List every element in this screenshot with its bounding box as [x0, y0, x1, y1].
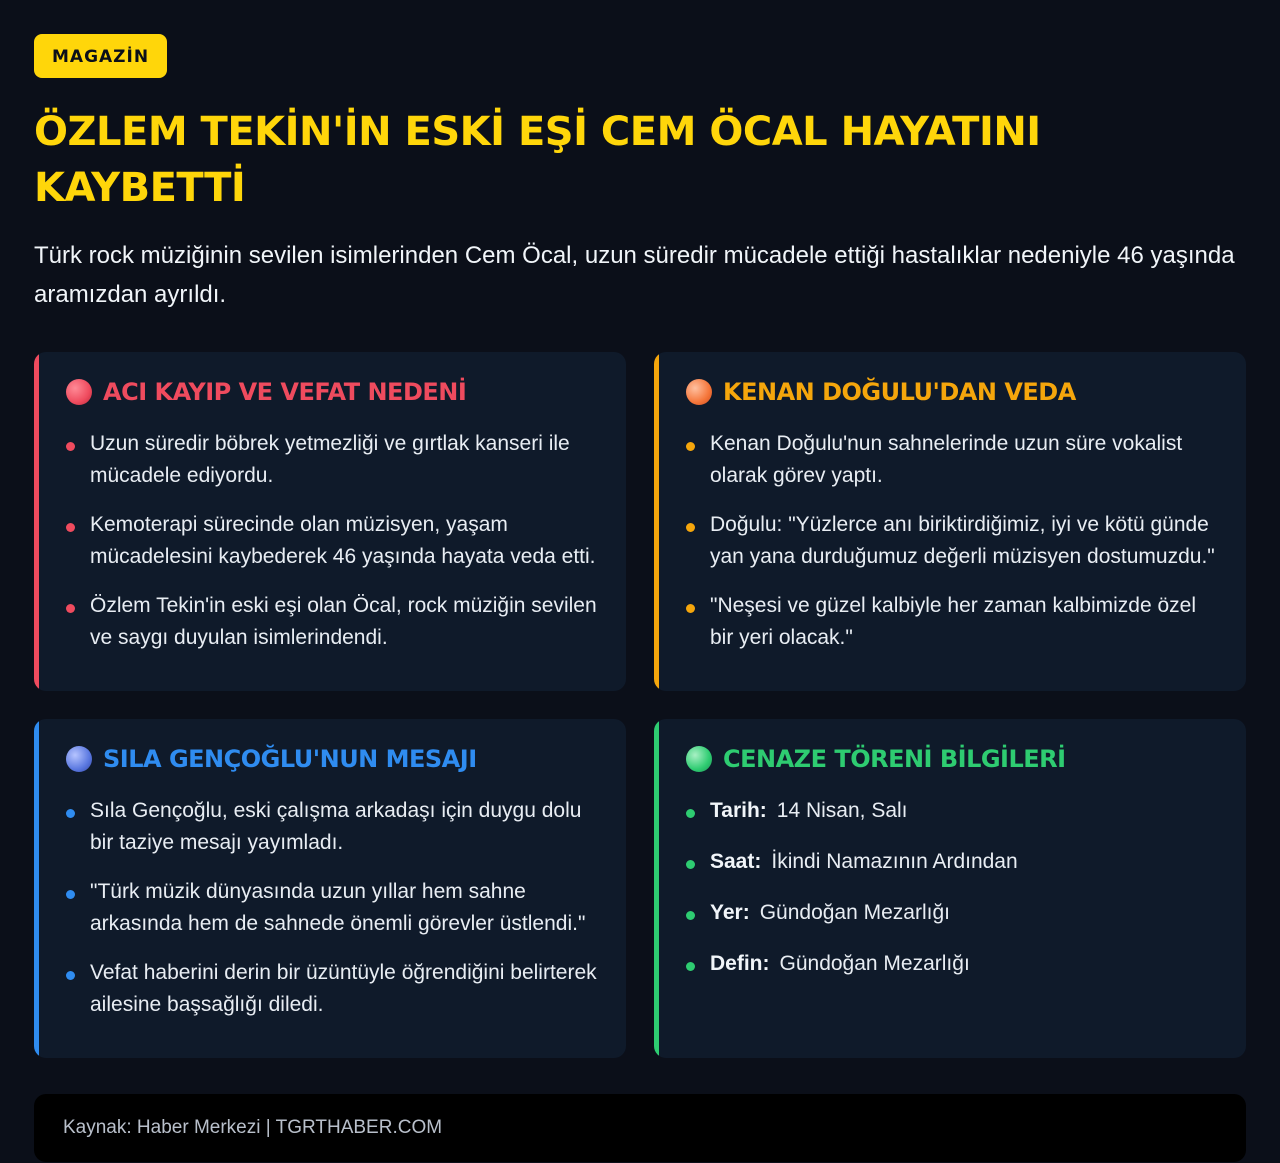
page-title: ÖZLEM TEKİN'İN ESKİ EŞİ CEM ÖCAL HAYATINI KAYBETTİ [34, 109, 1041, 211]
card-title: SILA GENÇOĞLU'NUN MESAJI [103, 745, 477, 773]
lead-paragraph: Türk rock müziğinin sevilen isimlerinden Cem Öcal, uzun süredir mücadele ettiği hastalıklar nedeniyle 46 yaşında aramızdan ayrıldı. [34, 242, 1235, 308]
list-item: Uzun süredir böbrek yetmezliği ve gırtlak kanseri ile mücadele ediyordu. [66, 428, 598, 492]
bullet-list [686, 428, 1218, 654]
bullet-list [66, 795, 598, 1021]
list-item: "Neşesi ve güzel kalbiyle her zaman kalbimizde özel bir yeri olacak." [686, 590, 1218, 654]
list-item: Doğulu: "Yüzlerce anı biriktirdiğimiz, iyi ve kötü günde yan yana durduğumuz değerli müzisyen dostumuzdu." [686, 509, 1218, 573]
detail-date: Tarih: 14 Nisan, Salı [686, 795, 1218, 827]
card-kenan-dogulu [654, 352, 1246, 691]
card-title: ACI KAYIP VE VEFAT NEDENİ [103, 378, 467, 406]
card-title: KENAN DOĞULU'DAN VEDA [723, 378, 1076, 406]
list-item: Özlem Tekin'in eski eşi olan Öcal, rock müziğin sevilen ve saygı duyulan isimlerindendi. [66, 590, 598, 654]
detail-burial: Defin: Gündoğan Mezarlığı [686, 948, 1218, 980]
card-title: CENAZE TÖRENİ BİLGİLERİ [723, 745, 1066, 773]
source-text: Kaynak: Haber Merkezi | TGRTHABER.COM [63, 1117, 443, 1138]
list-item: Kenan Doğulu'nun sahnelerinde uzun süre vokalist olarak görev yaptı. [686, 428, 1218, 492]
source-footer [34, 1094, 1246, 1162]
bullet-list [66, 428, 598, 654]
list-item: Vefat haberini derin bir üzüntüyle öğrendiğini belirterek ailesine başsağlığı diledi. [66, 957, 598, 1021]
list-item: Kemoterapi sürecinde olan müzisyen, yaşam mücadelesini kaybederek 46 yaşında hayata veda etti. [66, 509, 598, 573]
list-item: "Türk müzik dünyasında uzun yıllar hem sahne arkasında hem de sahnede önemli görevler üstlendi." [66, 876, 598, 940]
detail-time: Saat: İkindi Namazının Ardından [686, 846, 1218, 878]
category-badge[interactable]: MAGAZİN [34, 34, 167, 78]
red-sphere-icon [66, 379, 92, 405]
card-sila-gencoglu [34, 719, 626, 1058]
card-funeral-info [654, 719, 1246, 1058]
list-item: Sıla Gençoğlu, eski çalışma arkadaşı için duygu dolu bir taziye mesajı yayımladı. [66, 795, 598, 859]
green-sphere-icon [686, 746, 712, 772]
detail-list [686, 795, 1218, 980]
detail-place: Yer: Gündoğan Mezarlığı [686, 897, 1218, 929]
blue-sphere-icon [66, 746, 92, 772]
card-death-cause [34, 352, 626, 691]
info-cards [34, 352, 1246, 1058]
orange-sphere-icon [686, 379, 712, 405]
